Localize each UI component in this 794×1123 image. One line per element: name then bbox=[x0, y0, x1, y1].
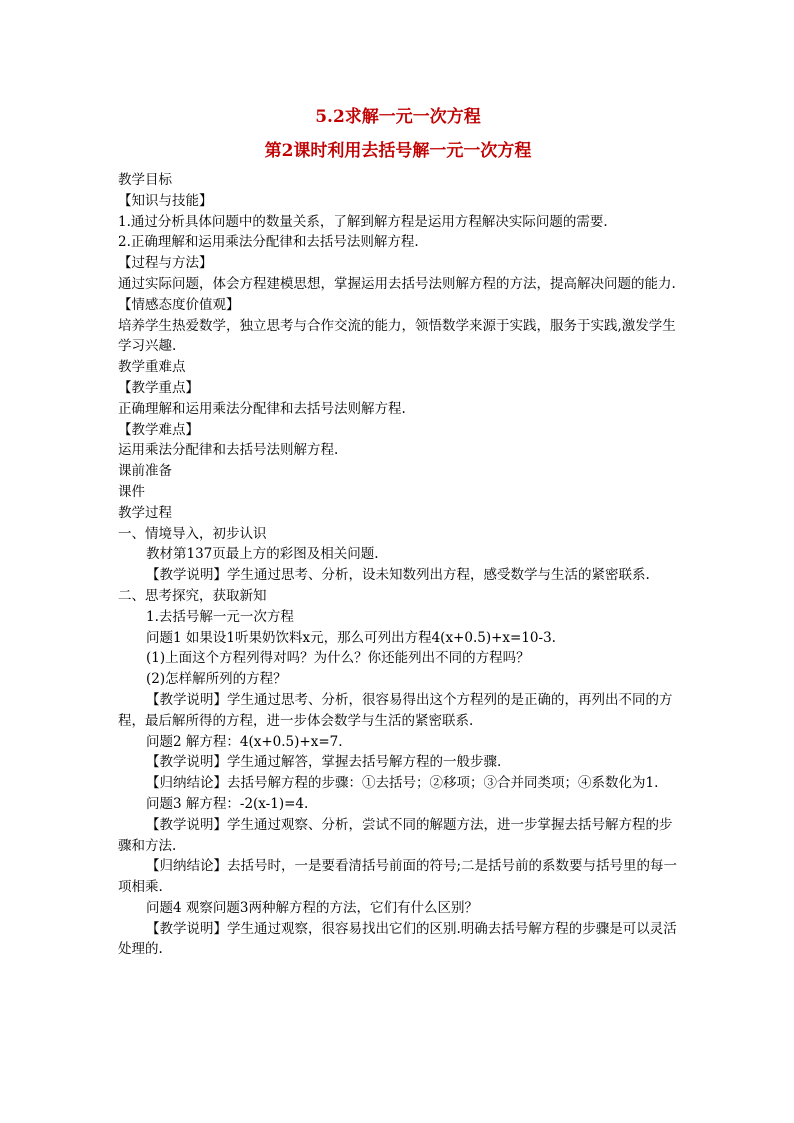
body-line: 【过程与方法】 bbox=[118, 255, 213, 272]
body-line: 【归纳结论】去括号时，一是要看清括号前面的符号;二是括号前的系数要与括号里的每一项相乘. bbox=[118, 858, 678, 896]
body-line: 【教学说明】学生通过观察、分析，尝试不同的解题方法，进一步掌握去括号解方程的步骤和方法. bbox=[118, 816, 673, 854]
body-line: 【教学说明】学生通过观察，很容易找出它们的区别.明确去括号解方程的步骤是可以灵活处理的. bbox=[118, 920, 677, 958]
body-line: (1)上面这个方程列得对吗？为什么？你还能列出不同的方程吗？ bbox=[146, 650, 530, 667]
body-line: 运用乘法分配律和去括号法则解方程. bbox=[118, 442, 339, 459]
body-line: 教学过程 bbox=[118, 504, 172, 521]
body-line: 一、情境导入，初步认识 bbox=[118, 525, 267, 542]
body-line: 教学重难点 bbox=[118, 359, 186, 376]
body-line: 1.通过分析具体问题中的数量关系，了解到解方程是运用方程解决实际问题的需要. bbox=[118, 213, 608, 230]
body-line: 【归纳结论】去括号解方程的步骤：①去括号；②移项；③合并同类项；④系数化为1. bbox=[146, 775, 659, 792]
body-line: 2.正确理解和运用乘法分配律和去括号法则解方程. bbox=[118, 234, 419, 251]
body-line: 正确理解和运用乘法分配律和去括号法则解方程. bbox=[118, 400, 406, 417]
body-line: 【教学说明】学生通过思考、分析，设未知数列出方程，感受数学与生活的紧密联系. bbox=[146, 567, 650, 584]
body-line: 问题3 解方程：-2(x-1)=4. bbox=[146, 795, 309, 812]
body-line: 教学目标 bbox=[118, 172, 172, 188]
body-line: 培养学生热爱数学，独立思考与合作交流的能力，领悟数学来源于实践，服务于实践,激发学生学习兴趣. bbox=[118, 317, 676, 355]
body-line: 【教学重点】 bbox=[118, 379, 199, 396]
body-line: 通过实际问题，体会方程建模思想，掌握运用去括号法则解方程的方法，提高解决问题的能力. bbox=[118, 275, 676, 292]
body-line: 【教学难点】 bbox=[118, 421, 199, 438]
body-line: 【知识与技能】 bbox=[118, 192, 213, 209]
body-line: 问题2 解方程：4(x+0.5)+x=7. bbox=[146, 733, 343, 750]
body-line: 1.去括号解一元一次方程 bbox=[146, 608, 294, 625]
body-line: 课件 bbox=[118, 483, 145, 500]
body-line: 问题4 观察问题3两种解方程的方法，它们有什么区别？ bbox=[146, 899, 478, 916]
document-page bbox=[118, 100, 678, 960]
body-line: 二、思考探究，获取新知 bbox=[118, 587, 267, 604]
body-line: 教材第137页最上方的彩图及相关问题. bbox=[146, 546, 379, 563]
document-title: 5.2求解一元一次方程 bbox=[315, 107, 481, 127]
body-line: 课前准备 bbox=[118, 463, 172, 480]
body-line: (2)怎样解所列的方程？ bbox=[146, 671, 287, 688]
body-line: 【教学说明】学生通过思考、分析，很容易得出这个方程列的是正确的，再列出不同的方程，最后解所得的方程，进一步体会数学与生活的紧密联系. bbox=[118, 691, 673, 729]
document-subtitle: 第2课时利用去括号解一元一次方程 bbox=[264, 141, 532, 161]
document-body bbox=[118, 170, 678, 960]
body-line: 【情感态度价值观】 bbox=[118, 296, 240, 313]
body-line: 【教学说明】学生通过解答，掌握去括号解方程的一般步骤. bbox=[146, 754, 502, 771]
body-line: 问题1 如果设1听果奶饮料x元，那么可列出方程4(x+0.5)+x=10-3. bbox=[146, 629, 556, 646]
